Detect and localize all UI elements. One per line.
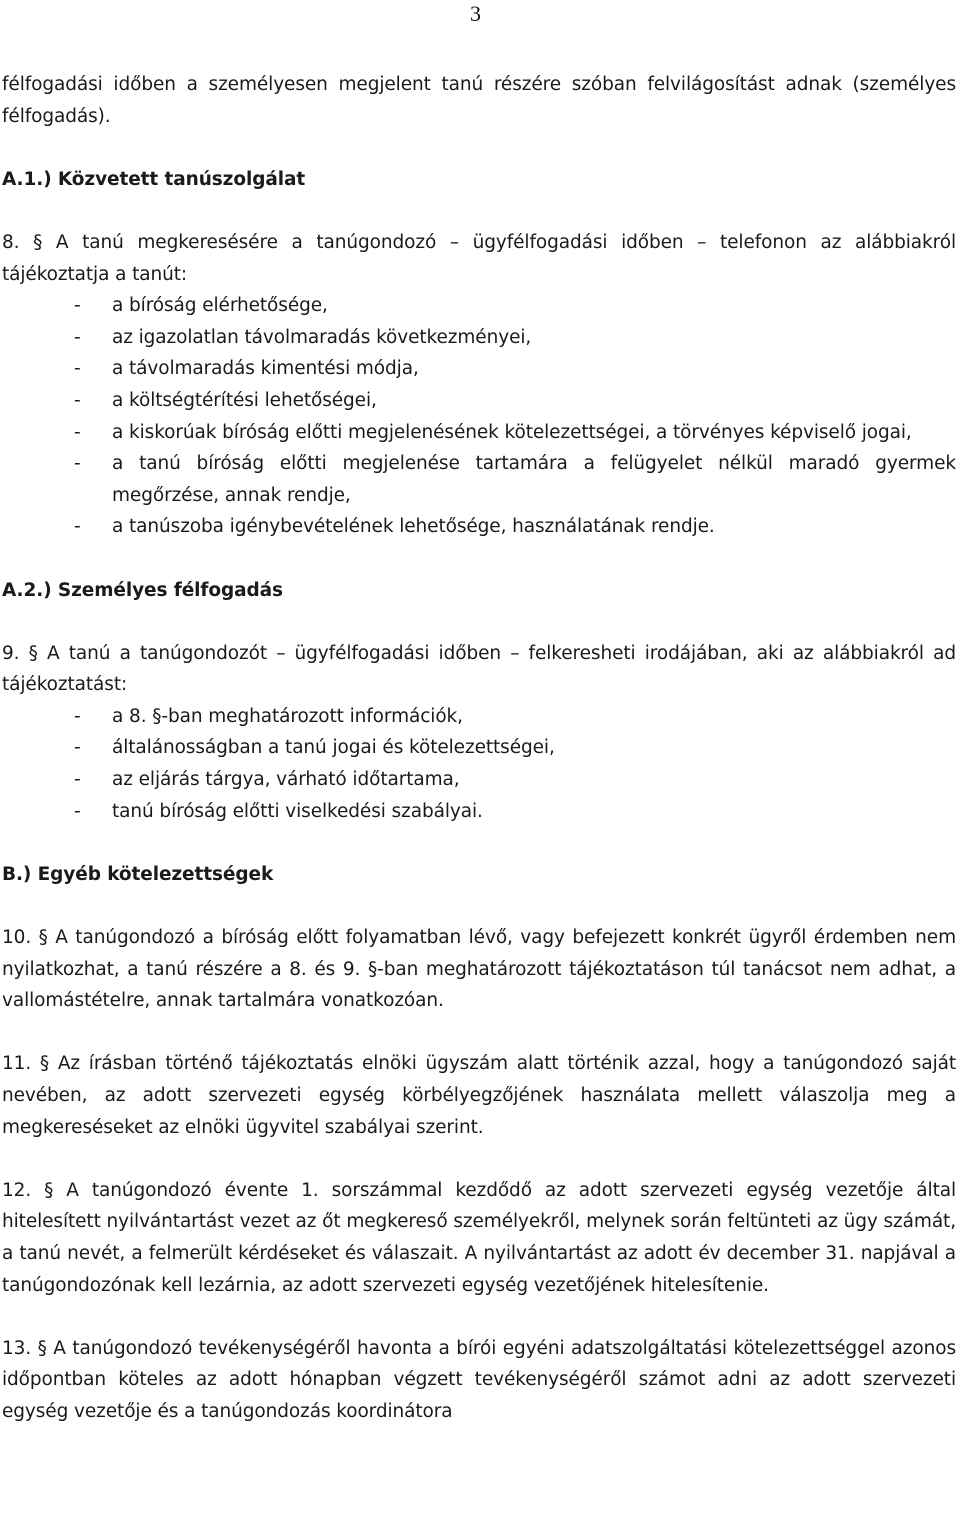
- paragraph: félfogadási időben a személyesen megjelent tanú részére szóban felvilágosítást adnak (személyes félfogadás).: [2, 74, 956, 127]
- list-item: [2, 764, 956, 796]
- list-item-text: az eljárás tárgya, várható időtartama,: [112, 769, 460, 791]
- paragraph: 11. § Az írásban történő tájékoztatás elnöki ügyszám alatt történik azzal, hogy a tanúgondozó saját nevében, az adott szervezeti egység körbélyegzőjének használata mellett válaszolja meg a megkereséseket az elnöki ügyvitel szabályai szerint.: [2, 1053, 956, 1138]
- paragraph: 9. § A tanú a tanúgondozót – ügyfélfogadási időben – felkeresheti irodájában, aki az alábbiakról ad tájékoztatást:: [2, 642, 956, 696]
- list-item-text: a tanú bíróság előtti megjelenése tartamára a felügyelet nélkül maradó gyermek megőrzése, annak rendje,: [112, 453, 956, 506]
- paragraph-spacer: [2, 1143, 956, 1175]
- list-item-text: az igazolatlan távolmaradás következményei,: [112, 326, 532, 348]
- list-item: [2, 701, 956, 733]
- dash-bullet-icon: -: [74, 326, 81, 348]
- list-item: [2, 353, 956, 385]
- dash-bullet-icon: -: [74, 737, 81, 759]
- list-item: [2, 732, 956, 764]
- dash-bullet-icon: -: [74, 769, 81, 791]
- list-item-text: a távolmaradás kimentési módja,: [112, 358, 419, 380]
- list-item: [2, 417, 956, 449]
- paragraph-spacer: [2, 195, 956, 227]
- section-heading: A.2.) Személyes félfogadás: [2, 579, 283, 601]
- paragraph: 13. § A tanúgondozó tevékenységéről havonta a bírói egyéni adatszolgáltatási kötelezettséggel azonos időpontban köteles az adott hónapban végzett tevékenységéről számot adni az adott szervezeti egység vezetője és a tanúgondozás koordinátora: [2, 1337, 956, 1422]
- list-item: [2, 796, 956, 828]
- dash-bullet-icon: -: [74, 421, 81, 443]
- dash-bullet-icon: -: [74, 800, 81, 822]
- paragraph-spacer: [2, 1017, 956, 1049]
- dash-bullet-icon: -: [74, 358, 81, 380]
- paragraph: 12. § A tanúgondozó évente 1. sorszámmal kezdődő az adott szervezeti egység vezetője által hitelesített nyilvántartást vezet az őt megkereső személyekről, melynek során feltünteti az ügy számát, a tanú nevét, a felmerült kérdéseket és válaszait. A nyilvántartást az adott év december 31. napjával a tanúgondozónak kell lezárnia, az adott szervezeti egység vezetőjének hitelesítenie.: [2, 1179, 956, 1296]
- page-number: 3: [470, 1, 481, 26]
- dash-bullet-icon: -: [74, 705, 81, 727]
- list-item-text: a kiskorúak bíróság előtti megjelenésének kötelezettségei, a törvényes képviselő jogai,: [112, 421, 912, 443]
- paragraph-spacer: [2, 890, 956, 922]
- list-item-text: általánosságban a tanú jogai és kötelezettségei,: [112, 737, 555, 759]
- paragraph: 10. § A tanúgondozó a bíróság előtt folyamatban lévő, vagy befejezett konkrét ügyről érdemben nem nyilatkozhat, a tanú részére a 8. és 9. §-ban meghatározott tájékoztatáson túl tanácsot nem adhat, a vallomástételre, annak tartalmára vonatkozóan.: [2, 927, 956, 1012]
- list-item: [2, 290, 956, 322]
- paragraph-spacer: [2, 1301, 956, 1333]
- dash-bullet-icon: -: [74, 453, 81, 475]
- list-item: [2, 322, 956, 354]
- paragraph-spacer: [2, 543, 956, 575]
- paragraph-spacer: [2, 606, 956, 638]
- list-item-text: a 8. §-ban meghatározott információk,: [112, 705, 463, 727]
- dash-bullet-icon: -: [74, 516, 81, 538]
- list-item-text: tanú bíróság előtti viselkedési szabályai.: [112, 800, 483, 822]
- list-item-text: a bíróság elérhetősége,: [112, 295, 328, 317]
- list-item-text: a tanúszoba igénybevételének lehetősége, használatának rendje.: [112, 516, 715, 538]
- dash-bullet-icon: -: [74, 295, 81, 317]
- dash-list: [2, 290, 956, 543]
- paragraph-spacer: [2, 132, 956, 164]
- document-body: [2, 69, 956, 1428]
- section-heading: A.1.) Közvetett tanúszolgálat: [2, 168, 306, 190]
- dash-bullet-icon: -: [74, 389, 81, 411]
- section-heading: B.) Egyéb kötelezettségek: [2, 863, 274, 885]
- list-item: [2, 385, 956, 417]
- paragraph-spacer: [2, 827, 956, 859]
- paragraph: 8. § A tanú megkeresésére a tanúgondozó – ügyfélfogadási időben – telefonon az alábbiakról tájékoztatja a tanút:: [2, 231, 956, 285]
- list-item: [2, 511, 956, 543]
- list-item-text: a költségtérítési lehetőségei,: [112, 389, 377, 411]
- list-item: [2, 448, 956, 511]
- dash-list: [2, 701, 956, 827]
